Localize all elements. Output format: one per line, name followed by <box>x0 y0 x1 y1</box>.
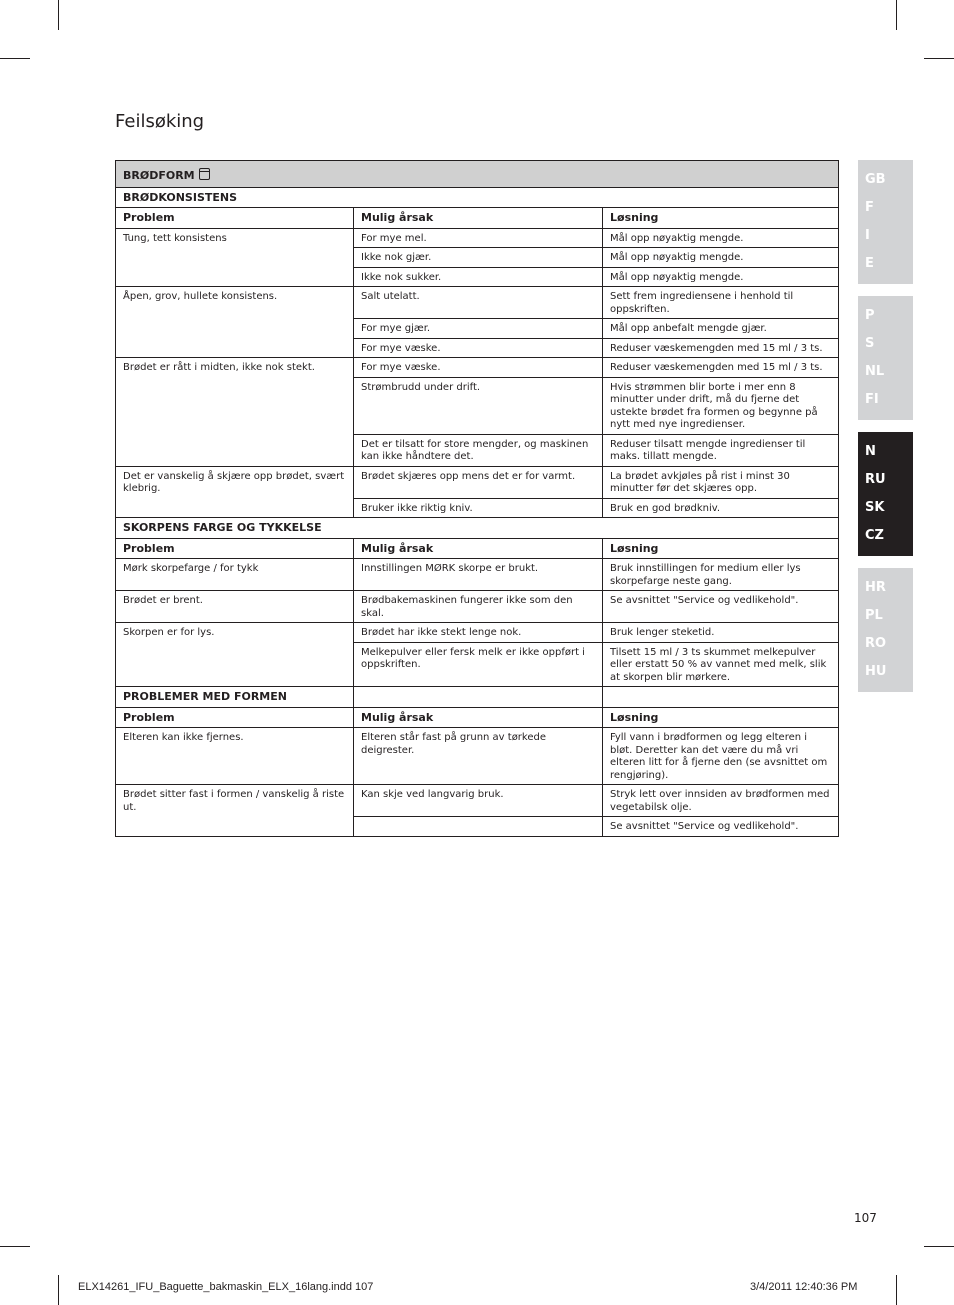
table-row <box>116 358 839 378</box>
cause-cell: For mye gjær. <box>354 319 603 339</box>
crop-mark <box>58 0 59 30</box>
page-title: Feilsøking <box>115 111 205 132</box>
empty-cell <box>354 687 603 708</box>
table-row <box>116 623 839 643</box>
header-solution: Løsning <box>603 707 839 728</box>
language-code: I <box>865 228 870 243</box>
language-code: RO <box>865 636 887 651</box>
solution-cell: Bruk innstillingen for medium eller lys skorpefarge neste gang. <box>603 559 839 591</box>
table-title-cell <box>116 161 839 188</box>
solution-cell: Mål opp nøyaktig mengde. <box>603 267 839 287</box>
solution-cell: Stryk lett over innsiden av brødformen med vegetabilsk olje. <box>603 785 839 817</box>
cause-cell: Ikke nok sukker. <box>354 267 603 287</box>
solution-cell: Se avsnittet "Service og vedlikehold". <box>603 817 839 837</box>
solution-cell: Reduser væskemengden med 15 ml / 3 ts. <box>603 338 839 358</box>
cause-cell: Det er tilsatt for store mengder, og maskinen kan ikke håndtere det. <box>354 434 603 466</box>
cause-cell: Brødet har ikke stekt lenge nok. <box>354 623 603 643</box>
crop-mark <box>0 1246 30 1247</box>
header-solution: Løsning <box>603 208 839 229</box>
solution-cell: Reduser tilsatt mengde ingredienser til maks. tillatt mengde. <box>603 434 839 466</box>
problem-cell: Brødet er rått i midten, ikke nok stekt. <box>116 358 354 467</box>
solution-cell: Mål opp nøyaktig mengde. <box>603 228 839 248</box>
solution-cell: Tilsett 15 ml / 3 ts skummet melkepulver eller erstatt 50 % av vannet med melk, slik at skorpen blir mørkere. <box>603 642 839 687</box>
problem-cell: Brødet er brent. <box>116 591 354 623</box>
language-tab-group-active <box>858 432 913 556</box>
solution-cell: Bruk en god brødkniv. <box>603 498 839 518</box>
solution-cell: Reduser væskemengden med 15 ml / 3 ts. <box>603 358 839 378</box>
language-code: NL <box>865 364 885 379</box>
language-code: PL <box>865 608 883 623</box>
cause-cell: Ikke nok gjær. <box>354 248 603 268</box>
solution-cell: Sett frem ingrediensene i henhold til oppskriften. <box>603 287 839 319</box>
cause-cell: Brødbakemaskinen fungerer ikke som den skal. <box>354 591 603 623</box>
table-row <box>116 559 839 591</box>
problem-cell: Skorpen er for lys. <box>116 623 354 687</box>
cause-cell: Kan skje ved langvarig bruk. <box>354 785 603 817</box>
cause-cell: For mye mel. <box>354 228 603 248</box>
problem-cell: Åpen, grov, hullete konsistens. <box>116 287 354 358</box>
section-heading: PROBLEMER MED FORMEN <box>116 687 354 708</box>
language-code: RU <box>865 472 886 487</box>
cause-cell: For mye væske. <box>354 358 603 378</box>
crop-mark <box>896 1275 897 1305</box>
cause-cell: Melkepulver eller fersk melk er ikke oppført i oppskriften. <box>354 642 603 687</box>
language-code: F <box>865 200 874 215</box>
solution-cell: Se avsnittet "Service og vedlikehold". <box>603 591 839 623</box>
section-heading-row <box>116 687 839 708</box>
problem-cell: Mørk skorpefarge / for tykk <box>116 559 354 591</box>
cause-cell: For mye væske. <box>354 338 603 358</box>
empty-cell <box>603 687 839 708</box>
cause-cell: Elteren står fast på grunn av tørkede deigrester. <box>354 728 603 785</box>
table-row <box>116 287 839 319</box>
bread-pan-icon <box>199 168 210 180</box>
language-code: HR <box>865 580 886 595</box>
column-header-row <box>116 538 839 559</box>
language-tab-group <box>858 296 913 420</box>
language-code: E <box>865 256 874 271</box>
header-problem: Problem <box>116 208 354 229</box>
footer-file-info: ELX14261_IFU_Baguette_bakmaskin_ELX_16lang.indd 107 <box>78 1281 374 1293</box>
troubleshooting-table <box>115 160 839 837</box>
language-code: P <box>865 308 875 323</box>
cause-cell: Brødet skjæres opp mens det er for varmt. <box>354 466 603 498</box>
cause-cell: Salt utelatt. <box>354 287 603 319</box>
table-row <box>116 228 839 248</box>
language-code: SK <box>865 500 885 515</box>
solution-cell: Hvis strømmen blir borte i mer enn 8 minutter under drift, må du fjerne det ustekte brødet fra formen og begynne på nytt med nye ingredienser. <box>603 377 839 434</box>
language-code: N <box>865 444 876 459</box>
table-row <box>116 785 839 817</box>
problem-cell: Tung, tett konsistens <box>116 228 354 287</box>
header-problem: Problem <box>116 538 354 559</box>
cause-cell: Strømbrudd under drift. <box>354 377 603 434</box>
problem-cell: Elteren kan ikke fjernes. <box>116 728 354 785</box>
language-code: HU <box>865 664 887 679</box>
crop-mark <box>924 58 954 59</box>
language-code: CZ <box>865 528 884 543</box>
crop-mark <box>58 1275 59 1305</box>
language-tab-group <box>858 568 913 692</box>
language-code: FI <box>865 392 879 407</box>
crop-mark <box>0 58 30 59</box>
page-number: 107 <box>854 1211 877 1225</box>
section-heading: SKORPENS FARGE OG TYKKELSE <box>116 518 839 539</box>
language-tab-group <box>858 160 913 284</box>
solution-cell: Mål opp anbefalt mengde gjær. <box>603 319 839 339</box>
problem-cell: Det er vanskelig å skjære opp brødet, svært klebrig. <box>116 466 354 518</box>
cause-cell: Innstillingen MØRK skorpe er brukt. <box>354 559 603 591</box>
header-problem: Problem <box>116 707 354 728</box>
table-title: BRØDFORM <box>123 169 195 182</box>
table-row <box>116 728 839 785</box>
solution-cell: La brødet avkjøles på rist i minst 30 minutter før det skjæres opp. <box>603 466 839 498</box>
crop-mark <box>896 0 897 30</box>
cause-cell <box>354 817 603 837</box>
crop-mark <box>924 1246 954 1247</box>
section-heading: BRØDKONSISTENS <box>116 187 839 208</box>
header-cause: Mulig årsak <box>354 707 603 728</box>
header-solution: Løsning <box>603 538 839 559</box>
column-header-row <box>116 208 839 229</box>
table-row <box>116 466 839 498</box>
solution-cell: Bruk lenger steketid. <box>603 623 839 643</box>
solution-cell: Mål opp nøyaktig mengde. <box>603 248 839 268</box>
language-code: GB <box>865 172 886 187</box>
section-heading-row <box>116 187 839 208</box>
footer-timestamp: 3/4/2011 12:40:36 PM <box>750 1281 858 1293</box>
problem-cell: Brødet sitter fast i formen / vanskelig å riste ut. <box>116 785 354 837</box>
header-cause: Mulig årsak <box>354 538 603 559</box>
header-cause: Mulig årsak <box>354 208 603 229</box>
table-title-row <box>116 161 839 188</box>
language-code: S <box>865 336 875 351</box>
section-heading-row <box>116 518 839 539</box>
column-header-row <box>116 707 839 728</box>
table-row <box>116 591 839 623</box>
cause-cell: Bruker ikke riktig kniv. <box>354 498 603 518</box>
solution-cell: Fyll vann i brødformen og legg elteren i bløt. Deretter kan det være du må vri elteren litt for å fjerne den (se avsnittet om rengjøring). <box>603 728 839 785</box>
